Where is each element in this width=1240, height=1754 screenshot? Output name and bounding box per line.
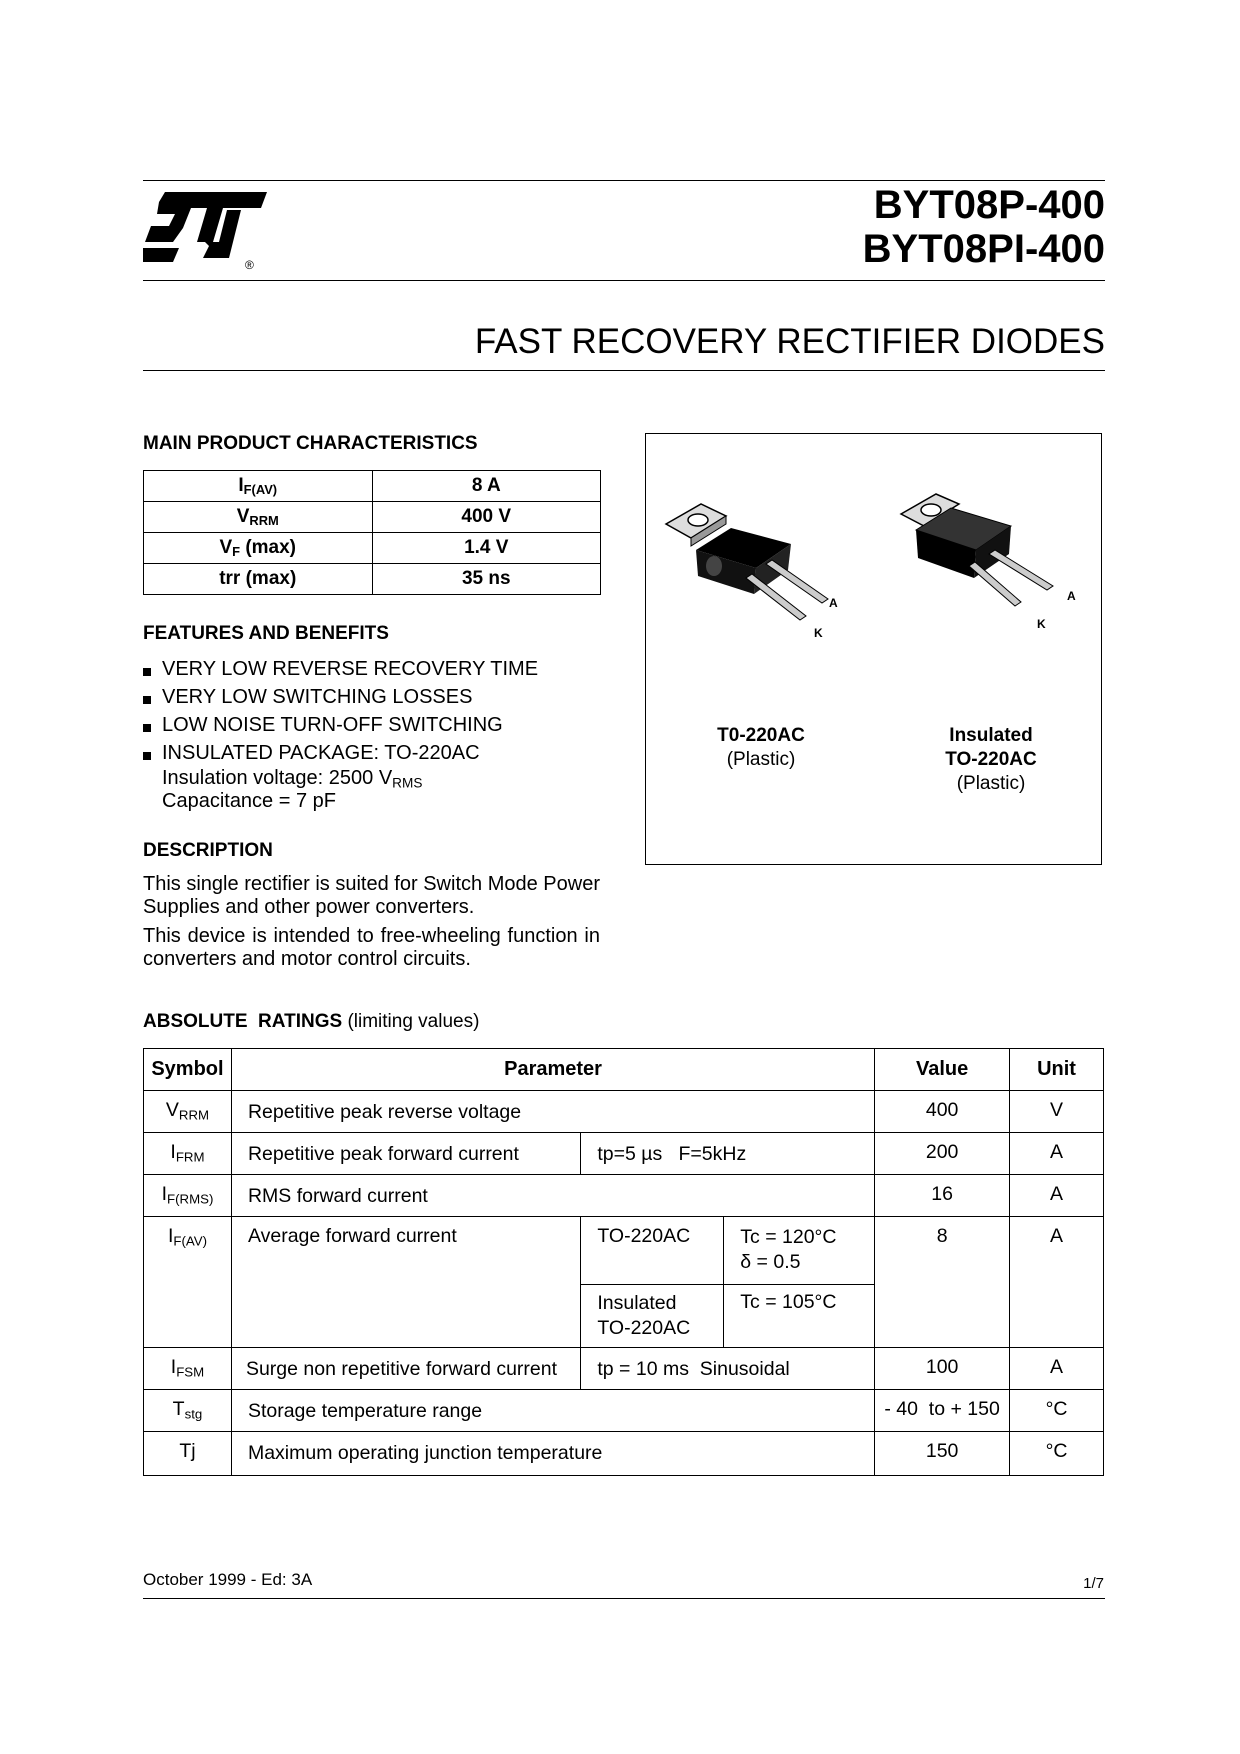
- table-cell: trr (max): [144, 564, 373, 595]
- table-cell: Tc = 105°C: [724, 1285, 875, 1348]
- package-box: [645, 433, 1102, 865]
- description-paragraph: This single rectifier is suited for Switch Mode Power Supplies and other power converters.: [143, 873, 600, 918]
- table-cell: TO-220AC: [581, 1217, 724, 1285]
- main-characteristics-table: [143, 470, 601, 595]
- table-cell: Tj: [144, 1432, 232, 1476]
- table-cell: Repetitive peak reverse voltage: [231, 1091, 874, 1133]
- table-cell: $I_{F(AV)}$: [144, 1217, 232, 1348]
- package-2-name: TO-220AC: [945, 749, 1037, 770]
- description-heading: DESCRIPTION: [143, 840, 273, 861]
- table-cell: °C: [1010, 1432, 1104, 1476]
- footer-date: October 1999 - Ed: 3A: [143, 1570, 313, 1589]
- bullet-icon: [143, 696, 151, 704]
- table-cell: tp=5 µs F=5kHz: [581, 1133, 875, 1175]
- page-number: 1/7: [1083, 1575, 1104, 1592]
- table-cell: $I_{FSM}$: [144, 1348, 232, 1390]
- table-cell: Average forward current: [231, 1217, 580, 1348]
- table-row: [144, 1133, 1104, 1175]
- capacitance: Capacitance = 7 pF: [162, 790, 336, 812]
- pin-label-k: K: [1037, 617, 1046, 631]
- table-cell: 100: [875, 1348, 1010, 1390]
- package-1-label: [686, 724, 836, 772]
- table-cell: A: [1010, 1217, 1104, 1348]
- package-1-name: T0-220AC: [717, 725, 805, 746]
- table-cell: Maximum operating junction temperature: [231, 1432, 874, 1476]
- table-cell: A: [1010, 1175, 1104, 1217]
- pin-label-k: K: [814, 626, 823, 640]
- pin-label-a: A: [1067, 589, 1076, 603]
- features-list: [143, 655, 613, 813]
- list-item: VERY LOW REVERSE RECOVERY TIME: [143, 655, 613, 683]
- table-cell: $V_F$ (max): [144, 533, 373, 564]
- table-row: [144, 502, 601, 533]
- package-2-line1: Insulated: [949, 725, 1033, 746]
- table-cell: 400 V: [372, 502, 601, 533]
- title-rule: [143, 280, 1105, 281]
- table-row: [144, 1049, 1104, 1091]
- table-cell: 35 ns: [372, 564, 601, 595]
- table-cell: 150: [875, 1432, 1010, 1476]
- table-row: [144, 1432, 1104, 1476]
- insulated-to220ac-package-icon: [881, 474, 1081, 624]
- table-row: [144, 1091, 1104, 1133]
- column-header: Value: [875, 1049, 1010, 1091]
- column-header: Symbol: [144, 1049, 232, 1091]
- table-cell: V: [1010, 1091, 1104, 1133]
- insulation-voltage: Insulation voltage: 2500 $V_{RMS}$: [162, 767, 423, 791]
- list-item: INSULATED PACKAGE: TO-220AC Insulation voltage: 2500 $V_{RMS}$ Capacitance = 7 pF: [143, 739, 613, 813]
- table-cell: Storage temperature range: [231, 1390, 874, 1432]
- bullet-icon: [143, 668, 151, 676]
- bullet-icon: [143, 724, 151, 732]
- table-cell: tp = 10 ms Sinusoidal: [581, 1348, 875, 1390]
- table-cell: 8 A: [372, 471, 601, 502]
- bullet-icon: [143, 752, 151, 760]
- absolute-ratings-heading: ABSOLUTE RATINGS (limiting values): [143, 1011, 480, 1032]
- footer-rule: [143, 1598, 1105, 1599]
- table-cell: $V_{RRM}$: [144, 1091, 232, 1133]
- subtitle-rule: [143, 370, 1105, 371]
- table-cell: $I_{FRM}$: [144, 1133, 232, 1175]
- table-cell: °C: [1010, 1390, 1104, 1432]
- table-cell: 8: [875, 1217, 1010, 1348]
- table-cell: 16: [875, 1175, 1010, 1217]
- table-cell: $I_{F(AV)}$: [144, 471, 373, 502]
- list-item: VERY LOW SWITCHING LOSSES: [143, 683, 613, 711]
- document-subtitle: FAST RECOVERY RECTIFIER DIODES: [474, 322, 1105, 361]
- table-row: [144, 471, 601, 502]
- description-text: [143, 873, 600, 971]
- table-cell: $V_{RRM}$: [144, 502, 373, 533]
- column-header: Unit: [1010, 1049, 1104, 1091]
- description-paragraph: This device is intended to free-wheeling function in converters and motor control circuits.: [143, 925, 600, 970]
- table-row: [144, 1348, 1104, 1390]
- pin-label-a: A: [829, 596, 838, 610]
- table-cell: 200: [875, 1133, 1010, 1175]
- part-number-2: BYT08PI-400: [862, 227, 1105, 271]
- table-cell: RMS forward current: [231, 1175, 874, 1217]
- package-1-type: (Plastic): [726, 749, 796, 770]
- table-cell: 1.4 V: [372, 533, 601, 564]
- table-row: [144, 1217, 1104, 1285]
- table-cell: - 40 to + 150: [875, 1390, 1010, 1432]
- list-item: LOW NOISE TURN-OFF SWITCHING: [143, 711, 613, 739]
- table-cell: 400: [875, 1091, 1010, 1133]
- table-cell: A: [1010, 1348, 1104, 1390]
- table-cell: A: [1010, 1133, 1104, 1175]
- top-rule: [143, 180, 1105, 181]
- table-row: [144, 1390, 1104, 1432]
- package-2-type: (Plastic): [956, 773, 1026, 794]
- table-cell: Insulated TO-220AC: [581, 1285, 724, 1348]
- features-heading: FEATURES AND BENEFITS: [143, 623, 389, 644]
- absolute-ratings-table: [143, 1048, 1104, 1476]
- table-cell: $I_{F(RMS)}$: [144, 1175, 232, 1217]
- table-cell: Surge non repetitive forward current: [231, 1348, 580, 1390]
- to220ac-package-icon: [656, 484, 856, 634]
- table-cell: Tc = 120°C δ = 0.5: [724, 1217, 875, 1285]
- main-characteristics-heading: MAIN PRODUCT CHARACTERISTICS: [143, 433, 478, 454]
- package-2-label: [916, 724, 1066, 796]
- table-row: [144, 1175, 1104, 1217]
- table-cell: $T_{stg}$: [144, 1390, 232, 1432]
- logo-registered-mark: ®: [245, 258, 254, 272]
- table-row: [144, 533, 601, 564]
- part-number-1: BYT08P-400: [873, 183, 1105, 227]
- table-cell: Repetitive peak forward current: [231, 1133, 580, 1175]
- table-row: [144, 564, 601, 595]
- column-header: Parameter: [231, 1049, 874, 1091]
